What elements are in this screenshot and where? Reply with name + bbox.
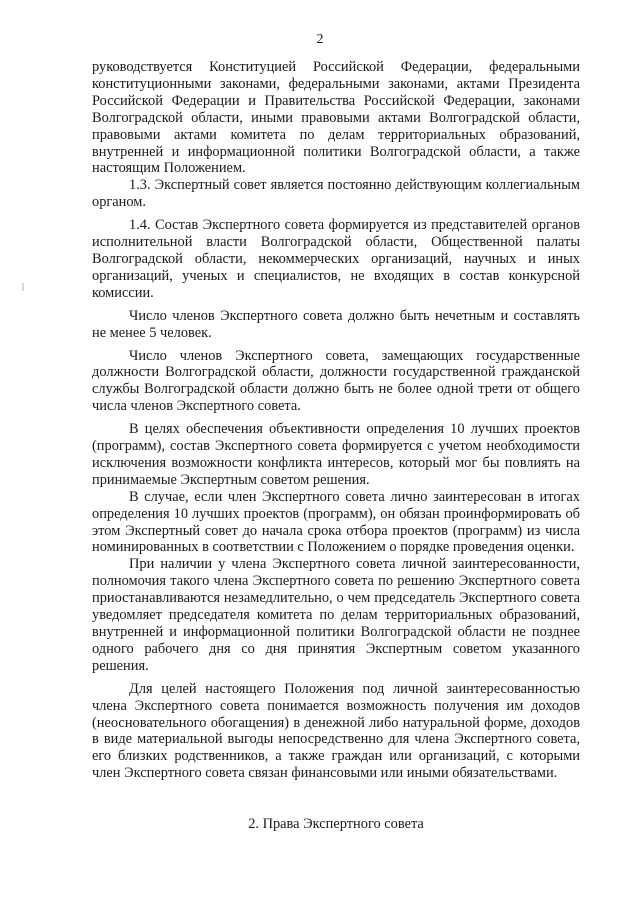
paragraph-state-officials: Число членов Экспертного совета, замещающих государственные должности Волгоградской области, должности государственной гражданской службы Волгоградской области должно быть не более одной трети от общего числа членов Экспертного совета.	[92, 347, 580, 415]
paragraph-member-count: Число членов Экспертного совета должно быть нечетным и составлять не менее 5 человек.	[92, 307, 580, 341]
paragraph-continuation: руководствуется Конституцией Российской Федерации, федеральными конституционными законами, федеральными законами, актами Президента Российской Федерации и Правительства Российской Федерации, законами Волгоградской области, иными правовыми актами Волгоградской области, правовыми актами комитета по делам территориальных образований, внутренней и информационной политики Волгоградской области, а также настоящим Положением.	[92, 59, 580, 177]
paragraph-personal-interest: В случае, если член Экспертного совета лично заинтересован в итогах определения 10 лучших проектов (программ), он обязан проинформировать об этом Экспертный совет до начала срока отбора проектов (программ) из числа номинированных в соответствии с Положением о порядке проведения оценки.	[92, 488, 580, 556]
page-number: 2	[316, 32, 324, 47]
paragraph-1-3: 1.3. Экспертный совет является постоянно действующим коллегиальным органом.	[92, 177, 580, 211]
paragraph-1-4: 1.4. Состав Экспертного совета формируется из представителей органов исполнительной власти Волгоградской области, Общественной палаты Волгоградской области, некоммерческих организаций, научных и иных организаций, ученых и специалистов, не входящих в состав конкурсной комиссии.	[92, 217, 580, 301]
scan-mark	[22, 283, 24, 291]
paragraph-suspension: При наличии у члена Экспертного совета личной заинтересованности, полномочия такого члена Экспертного совета по решению Экспертного совета приостанавливаются незамедлительно, о чем председатель Экспертного совета уведомляет председателя комитета по делам территориальных образований, внутренней и информационной политики Волгоградской области не позднее одного рабочего дня со дня принятия Экспертным советом указанного решения.	[92, 556, 580, 674]
section-heading: 2. Права Экспертного совета	[248, 816, 424, 833]
document-body	[92, 59, 580, 833]
paragraph-definition: Для целей настоящего Положения под личной заинтересованностью члена Экспертного совета понимается возможность получения им доходов (неосновательного обогащения) в денежной либо натуральной форме, доходов в виде материальной выгоды непосредственно для члена Экспертного совета, его близких родственников, а также граждан или организаций, с которыми член Экспертного совета связан финансовыми или иными обязательствами.	[92, 680, 580, 782]
paragraph-objectivity: В целях обеспечения объективности определения 10 лучших проектов (программ), состав Экспертного совета формируется с учетом необходимости исключения возможности конфликта интересов, который мог бы повлиять на принимаемые Экспертным советом решения.	[92, 421, 580, 488]
